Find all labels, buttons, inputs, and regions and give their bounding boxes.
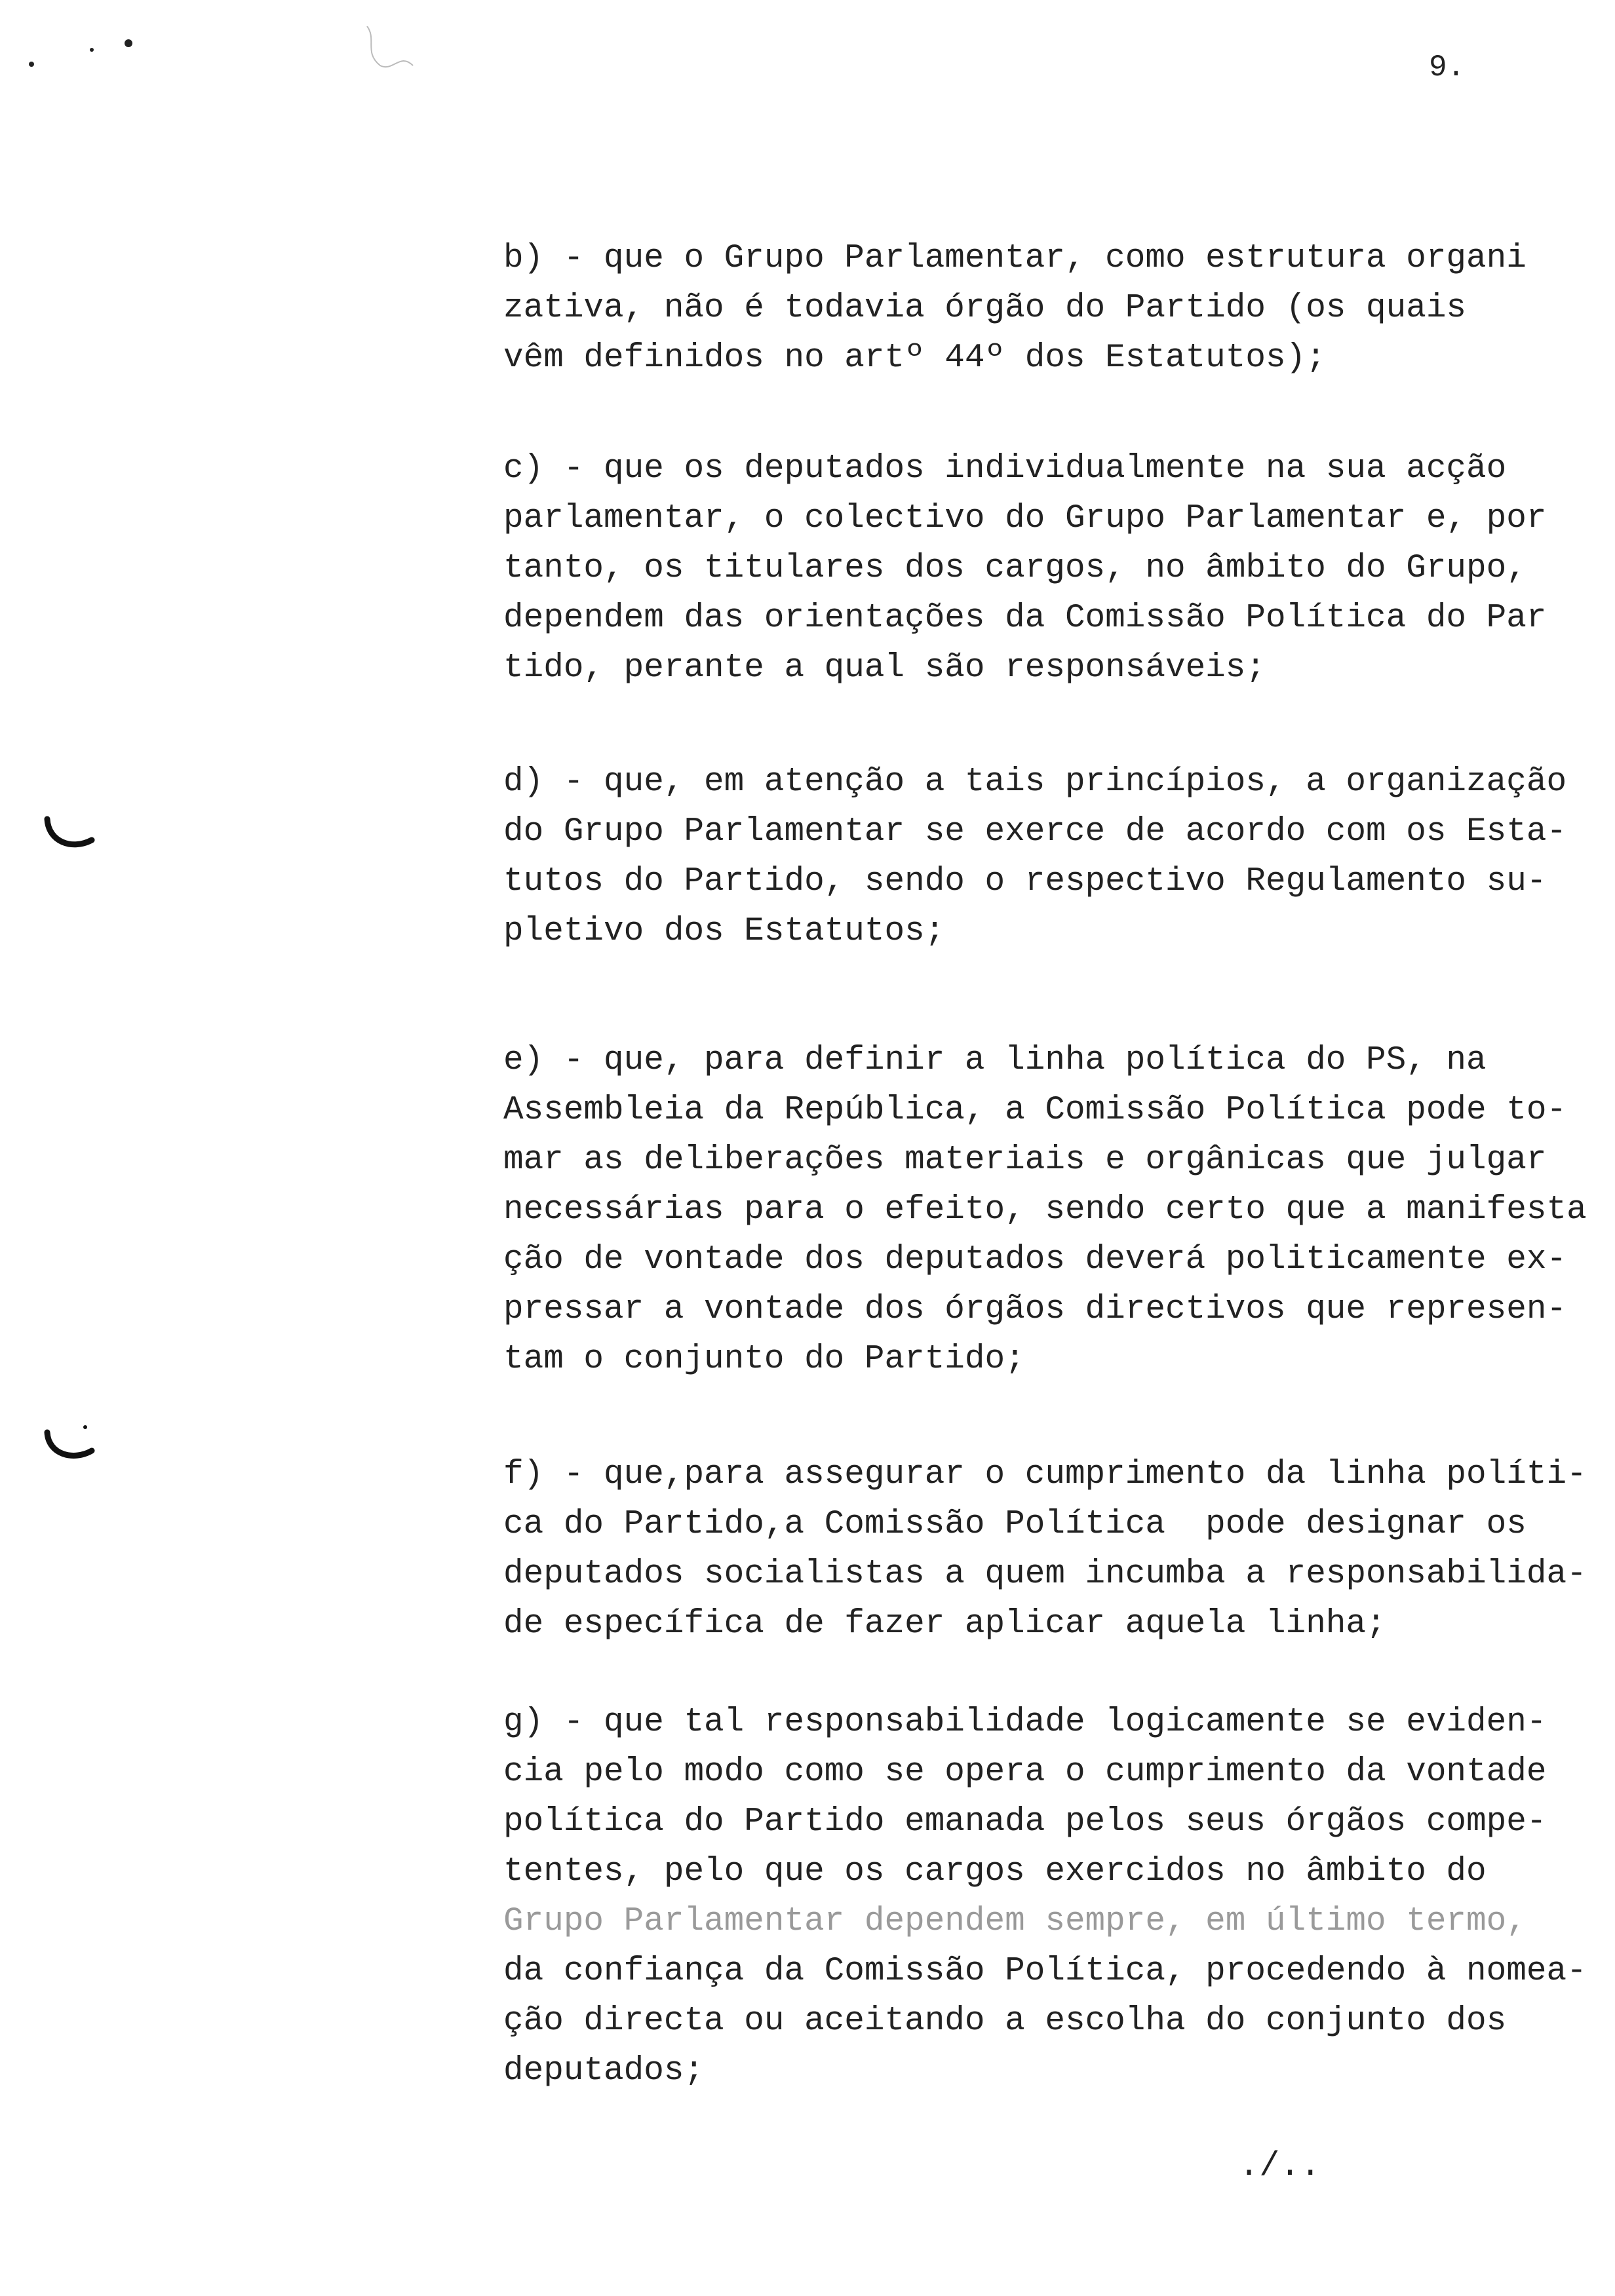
text-line: e) - que, para definir a linha política do PS, na [503,1042,1487,1079]
text-line: pressar a vontade dos órgãos directivos que represen- [503,1291,1567,1328]
paragraph-g [503,1698,1587,2096]
text-line: f) - que,para assegurar o cumprimento da linha políti- [503,1456,1587,1493]
punch-hole-mark-lower [39,1422,98,1468]
text-line: necessárias para o efeito, sendo certo que a manifesta [503,1191,1587,1229]
text-line: tam o conjunto do Partido; [503,1341,1025,1378]
text-line: b) - que o Grupo Parlamentar, como estrutura organi [503,240,1527,277]
paragraph-b [503,234,1565,383]
text-line: pletivo dos Estatutos; [503,913,945,950]
text-line: ção directa ou aceitando a escolha do conjunto dos [503,2002,1507,2040]
punch-hole-mark-upper [39,813,98,858]
text-line: Assembleia da República, a Comissão Política pode to- [503,1092,1567,1129]
text-line: d) - que, em atenção a tais princípios, a organização [503,763,1567,801]
text-line: de específica de fazer aplicar aquela linha; [503,1605,1386,1643]
text-line: g) - que tal responsabilidade logicamente se eviden- [503,1704,1547,1741]
text-line: tentes, pelo que os cargos exercidos no âmbito do [503,1853,1487,1890]
text-line: parlamentar, o colectivo do Grupo Parlamentar e, por [503,500,1547,537]
text-line-faded: Grupo Parlamentar dependem sempre, em último termo, [503,1903,1527,1940]
continuation-mark: ./.. [1239,2147,1321,2185]
paragraph-e [503,1036,1587,1385]
text-line: vêm definidos no artº 44º dos Estatutos); [503,339,1326,377]
text-line: ção de vontade dos deputados deverá politicamente ex- [503,1241,1567,1278]
text-line: mar as deliberações materiais e orgânicas que julgar [503,1141,1547,1179]
text-line: tanto, os titulares dos cargos, no âmbito do Grupo, [503,550,1527,587]
paragraph-f [503,1450,1587,1649]
text-line: da confiança da Comissão Política, procedendo à nomea- [503,1953,1587,1990]
text-line: dependem das orientações da Comissão Política do Par [503,600,1547,637]
page-number: 9. [1429,50,1466,85]
text-line: tutos do Partido, sendo o respectivo Regulamento su- [503,863,1547,900]
text-line: zativa, não é todavia órgão do Partido (os quais [503,290,1467,327]
text-line: política do Partido emanada pelos seus órgãos compe- [503,1803,1547,1841]
scan-speck-marks [0,26,419,131]
text-line: cia pelo modo como se opera o cumprimento da vontade [503,1753,1547,1791]
text-line: deputados socialistas a quem incumba a responsabilida- [503,1556,1587,1593]
paragraph-c [503,444,1565,693]
text-line: tido, perante a qual são responsáveis; [503,649,1266,687]
text-line: c) - que os deputados individualmente na sua acção [503,450,1507,488]
paragraph-d [503,757,1565,957]
text-line: ca do Partido,a Comissão Política pode designar os [503,1506,1527,1543]
text-line: deputados; [503,2052,705,2090]
text-line: do Grupo Parlamentar se exerce de acordo com os Esta- [503,813,1567,851]
